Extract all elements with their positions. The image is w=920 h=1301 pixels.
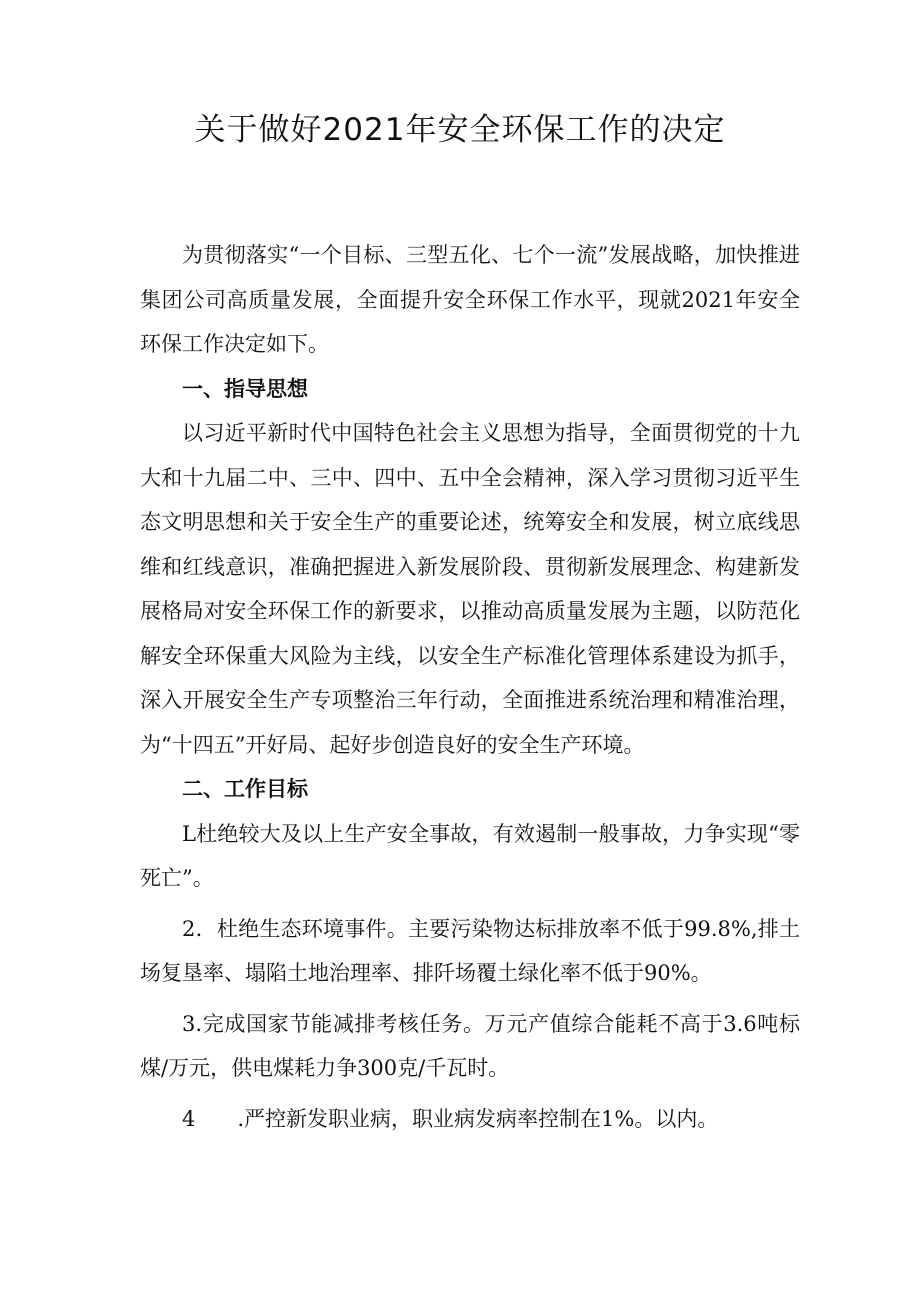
intro-paragraph: 为贯彻落实“一个目标、三型五化、七个一流”发展战略，加快推进集团公司高质量发展，全面提升安全环保工作水平，现就2021年安全环保工作决定如下。 xyxy=(140,243,800,356)
goal-item: L杜绝较大及以上生产安全事故，有效遏制一般事故，力争实现“零死亡”。 xyxy=(140,821,800,890)
section-heading-guiding-ideology: 一、指导思想 xyxy=(182,376,308,401)
guiding-ideology-paragraph: 以习近平新时代中国特色社会主义思想为指导，全面贯彻党的十九大和十九届二中、三中、四中、五中全会精神，深入学习贯彻习近平生态文明思想和关于安全生产的重要论述，统筹安全和发展，树立底线思维和红线意识，准确把握进入新发展阶段、贯彻新发展理念、构建新发展格局对安全环保工作的新要求，以推动高质量发展为主题，以防范化解安全环保重大风险为主线，以安全生产标准化管理体系建设为抓手，深入开展安全生产专项整治三年行动，全面推进系统治理和精准治理，为“十四五”开好局、起好步创造良好的安全生产环境。 xyxy=(140,421,800,757)
section-heading-work-goals: 二、工作目标 xyxy=(182,777,308,801)
document-body xyxy=(140,233,800,1141)
goal-item: 2．杜绝生态环境事件。主要污染物达标排放率不低于99.8%,排土场复垦率、塌陷土地治理率、排阡场覆土绿化率不低于90%。 xyxy=(140,916,800,985)
goal-item: 3.完成国家节能减排考核任务。万元产值综合能耗不高于3.6吨标煤/万元，供电煤耗力争300克/千瓦时。 xyxy=(140,1011,800,1080)
document-title: 关于做好2021年安全环保工作的决定 xyxy=(194,112,726,148)
goal-item: 4 .严控新发职业病，职业病发病率控制在1%。以内。 xyxy=(182,1106,719,1131)
